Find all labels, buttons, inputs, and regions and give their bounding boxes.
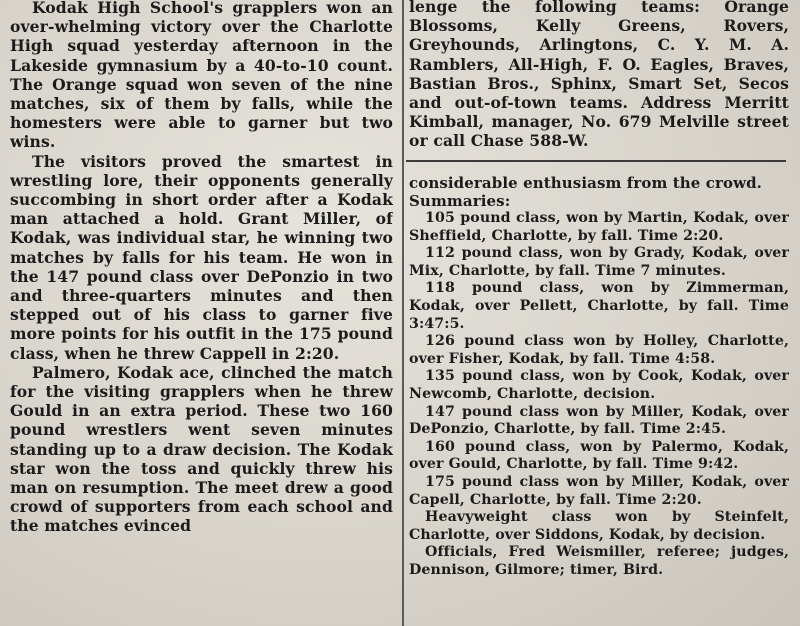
summaries-label: Summaries: [409, 192, 511, 210]
summary-item: 135 pound class, won by Cook, Kodak, over Newcomb, Charlotte, decision. [409, 368, 789, 402]
summary-item: Heavyweight class won by Steinfelt, Charlotte, over Siddons, Kodak, by decision. [409, 509, 789, 543]
summary-item: 147 pound class won by Miller, Kodak, over DePonzio, Charlotte, by fall. Time 2:45. [409, 403, 789, 438]
summary-item: 105 pound class, won by Martin, Kodak, over Sheffield, Charlotte, by fall. Time 2:20. [409, 210, 789, 244]
summary-item: 160 pound class, won by Palermo, Kodak, over Gould, Charlotte, by fall. Time 9:42. [409, 438, 789, 473]
officials-line: Officials, Fred Weismiller, referee; judges, Dennison, Gilmore; timer, Bird. [409, 544, 789, 578]
article-paragraph-2: The visitors proved the smartest in wrestling lore, their opponents generally succombing in short order after a Kodak man attached a hold. Grant Miller, of Kodak, was individual star, he winning two matches by falls for his team. He won in the 147 pound class over DePonzio in two and three-quarters minutes and then stepped out of his class to garner five more points for his outfit in the 175 pound class, when he threw Cappell in 2:20. [10, 151, 393, 363]
right-bottom-column [409, 174, 789, 626]
article-paragraph-3: Palmero, Kodak ace, clinched the match for the visiting grapplers when he threw Gould in an extra period. These two 160 pound wrestlers went seven minutes standing up to a draw decision. The Kodak star won the toss and quickly threw his man on resumption. The meet drew a good crowd of supporters from each school and the matches evinced [10, 362, 393, 536]
section-divider [406, 160, 786, 162]
summary-item: 126 pound class won by Holley, Charlotte, over Fisher, Kodak, by fall. Time 4:58. [409, 333, 789, 367]
left-column [10, 0, 393, 626]
article-paragraph-1: Kodak High School's grapplers won an over-whelming victory over the Charlotte High squad yesterday afternoon in the Lakeside gymnasium by a 40-to-10 count. The Orange squad won seven of the nine matches, six of them by falls, while the homesters were able to garner but two wins. [10, 0, 393, 152]
column-divider [402, 0, 404, 626]
article-continuation: considerable enthusiasm from the crowd. [409, 174, 763, 192]
summary-item: 175 pound class won by Miller, Kodak, over Capell, Charlotte, by fall. Time 2:20. [409, 473, 789, 508]
team-challenge-text: lenge the following teams: Orange Blossoms, Kelly Greens, Rovers, Greyhounds, Arlingtons, C. Y. M. A. Ramblers, All-High, F. O. Eagles, Braves, Bastian Bros., Sphinx, Smart Set, Secos and out-of-town teams. Address Merritt Kimball, manager, No. 679 Melville street or call Chase 588-W. [409, 0, 789, 149]
right-top-notice [409, 0, 789, 149]
summary-item: 118 pound class, won by Zimmerman, Kodak, over Pellett, Charlotte, by fall. Time 3:47:5. [409, 280, 789, 332]
summary-item: 112 pound class, won by Grady, Kodak, over Mix, Charlotte, by fall. Time 7 minutes. [409, 245, 789, 279]
